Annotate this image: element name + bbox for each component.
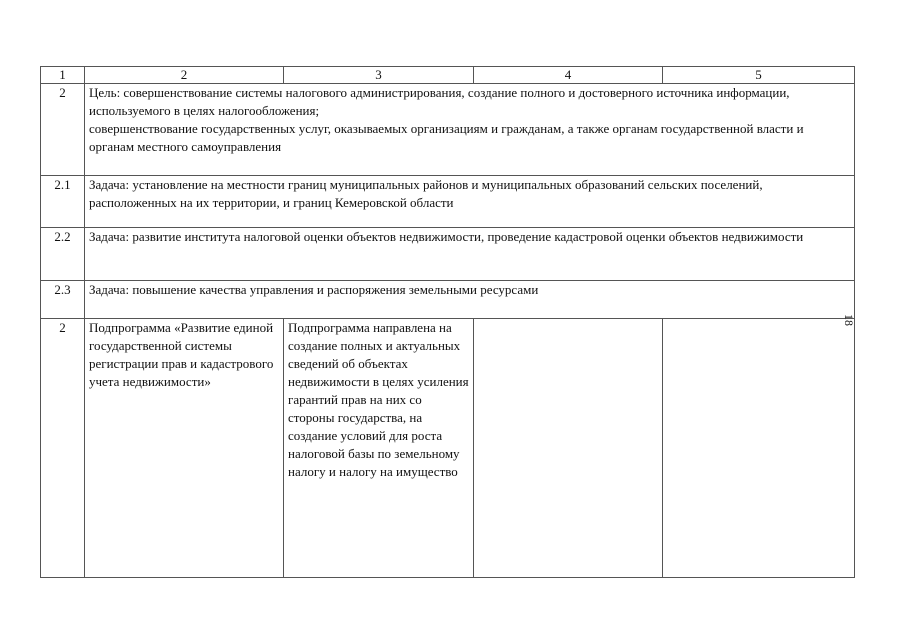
row-number: 2.1 [41,176,85,228]
task-text [85,176,855,228]
data-table [40,66,855,578]
goal-line: совершенствование государственных услуг, оказываемых организациям и гражданам, а также органам государственной власти и органам местного самоуправления [89,121,804,154]
task-text [85,281,855,319]
program-col4 [474,319,663,578]
task-row [41,281,855,319]
task-line: Задача: повышение качества управления и распоряжения земельными ресурсами [89,282,539,297]
program-row [41,319,855,578]
header-cell: 4 [474,67,663,84]
header-cell: 3 [284,67,474,84]
task-row [41,176,855,228]
row-number: 2 [41,84,85,176]
header-cell: 1 [41,67,85,84]
task-row [41,228,855,281]
program-description: Подпрограмма направлена на создание полных и актуальных сведений об объектах недвижимости в целях усиления гарантий прав на них со стороны государства, на создание условий для роста налоговой базы по земельному налогу и налогу на имущество [284,319,474,578]
goal-line: Цель: совершенствование системы налогового администрирования, создание полного и достоверного источника информации, используемого в целях налогообложения; [89,85,790,118]
row-number: 2.2 [41,228,85,281]
header-row [41,67,855,84]
row-number: 2 [41,319,85,578]
task-line: Задача: установление на местности границ муниципальных районов и муниципальных образований сельских поселений, расположенных на их территории, и границ Кемеровской области [89,177,763,210]
row-number: 2.3 [41,281,85,319]
goal-row [41,84,855,176]
header-cell: 5 [663,67,855,84]
page-number: 18 [842,314,856,326]
task-line: Задача: развитие института налоговой оценки объектов недвижимости, проведение кадастровой оценки объектов недвижимости [89,229,804,244]
task-text [85,228,855,281]
program-name: Подпрограмма «Развитие единой государственной системы регистрации прав и кадастрового учета недвижимости» [85,319,284,578]
program-col5 [663,319,855,578]
goal-text [85,84,855,176]
header-cell: 2 [85,67,284,84]
